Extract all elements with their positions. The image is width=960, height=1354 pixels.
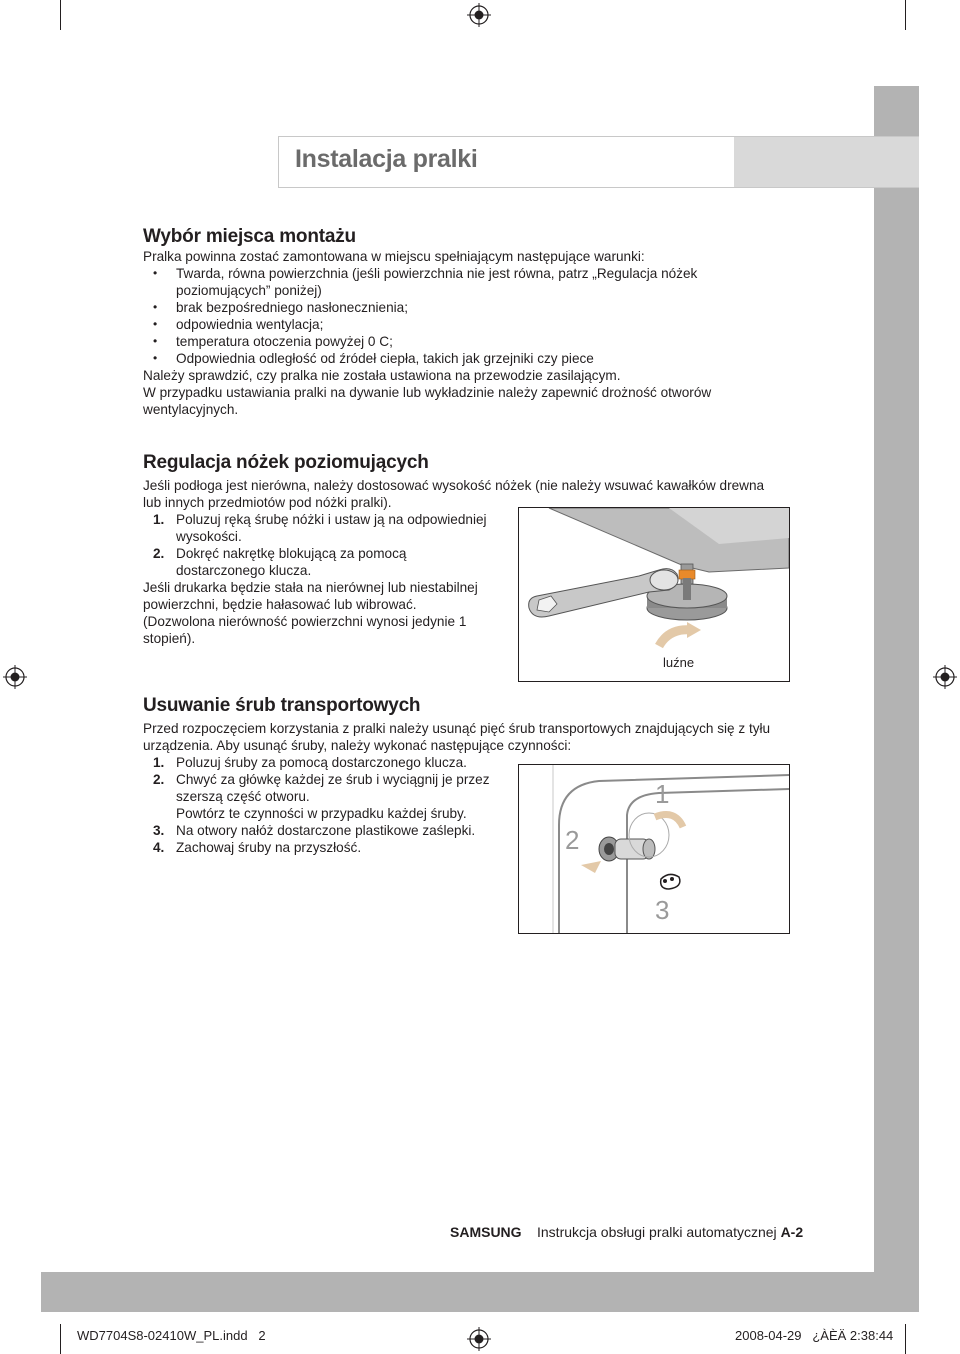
bullet-item: brak bezpośredniego nasłonecznienia; [176,300,409,315]
bullet-item: odpowiednia wentylacja; [176,317,324,332]
step-number: 3. [153,823,165,838]
slug-file: WD7704S8-02410W_PL.indd 2 [77,1328,266,1343]
bullet-icon: • [153,300,158,314]
body-text: urządzenia. Aby usunąć śruby, należy wykonać następujące czynności: [143,738,572,753]
body-text: lub innych przedmiotów pod nóżki pralki). [143,495,392,510]
step-text: wysokości. [176,529,242,544]
step-text: szerszą część otworu. [176,789,310,804]
step-number: 2. [153,772,165,787]
section-heading-leveling: Regulacja nóżek poziomujących [143,452,429,473]
slug-date: 2008-04-29 ¿ÀÈÄ 2:38:44 [735,1328,894,1343]
bullet-item: Odpowiednia odległość od źródeł ciepła, takich jak grzejniki czy piece [176,351,594,366]
step-number: 2. [153,546,165,561]
body-text: stopień). [143,631,196,646]
title-tab [734,136,919,188]
step-number: 1. [153,755,165,770]
step-number: 1. [153,512,165,527]
page-number: A-2 [780,1224,804,1240]
crop-mark [60,0,61,30]
step-text: Na otwory nałóż dostarczone plastikowe zaślepki. [176,823,476,838]
body-text: W przypadku ustawiania pralki na dywanie lub wykładzinie należy zapewnić drożność otworów [143,385,712,400]
registration-mark-icon [933,665,957,689]
footer-manual-title: Instrukcja obsługi pralki automatycznej [537,1224,781,1240]
figure-label-loose: luźne [663,655,695,670]
bullet-item-continuation: poziomujących” poniżej) [176,283,322,298]
section-heading-placement: Wybór miejsca montażu [143,226,356,247]
wrench-foot-illustration [519,508,789,681]
bullet-icon: • [153,351,158,365]
frame-right-top-white [874,42,919,86]
step-text: Poluzuj śruby za pomocą dostarczonego klucza. [176,755,467,770]
step-text: Dokręć nakrętkę blokującą za pomocą [176,546,407,561]
section-heading-bolts: Usuwanie śrub transportowych [143,695,421,716]
bullet-icon: • [153,317,158,331]
step-number: 4. [153,840,165,855]
frame-right-strip [874,86,919,1272]
body-text: Przed rozpoczęciem korzystania z pralki należy usunąć pięć śrub transportowych znajdujących się z tyłu [143,721,771,736]
registration-mark-icon [467,1327,491,1351]
step-text: Chwyć za główkę każdej ze śrub i wyciągnij je przez [176,772,490,787]
bullet-icon: • [153,266,158,280]
figure-number-2: 2 [565,825,580,855]
section-intro: Pralka powinna zostać zamontowana w miejscu spełniającym następujące warunki: [143,249,645,264]
step-text: Poluzuj ręką śrubę nóżki i ustaw ją na odpowiedniej [176,512,487,527]
page-title: Instalacja pralki [295,145,478,173]
body-text: wentylacyjnych. [143,402,239,417]
registration-mark-icon [467,3,491,27]
footer-text [537,1224,803,1240]
brand-logo: SAMSUNG [450,1224,522,1240]
bullet-item: temperatura otoczenia powyżej 0 C; [176,334,393,349]
figure-number-1: 1 [655,779,670,809]
figure-number-3: 3 [655,895,670,925]
registration-mark-icon [3,665,27,689]
body-text: Należy sprawdzić, czy pralka nie została ustawiona na przewodzie zasilającym. [143,368,621,383]
crop-mark [905,0,906,30]
step-text: dostarczonego klucza. [176,563,312,578]
body-text: powierzchni, będzie hałasować lub wibrować. [143,597,417,612]
bolt-removal-illustration [519,765,789,933]
leveling-foot-figure [518,507,790,682]
step-text: Zachowaj śruby na przyszłość. [176,840,362,855]
step-text: Powtórz te czynności w przypadku każdej śruby. [176,806,467,821]
crop-mark [60,1324,61,1354]
bullet-item: Twarda, równa powierzchnia (jeśli powierzchnia nie jest równa, patrz „Regulacja nóżek [176,266,698,281]
transport-bolts-figure [518,764,790,934]
body-text: (Dozwolona nierówność powierzchni wynosi jedynie 1 [143,614,467,629]
body-text: Jeśli drukarka będzie stała na nierównej lub niestabilnej [143,580,478,595]
crop-mark [905,1324,906,1354]
bullet-icon: • [153,334,158,348]
body-text: Jeśli podłoga jest nierówna, należy dostosować wysokość nóżek (nie należy wsuwać kawałków drewna [143,478,765,493]
